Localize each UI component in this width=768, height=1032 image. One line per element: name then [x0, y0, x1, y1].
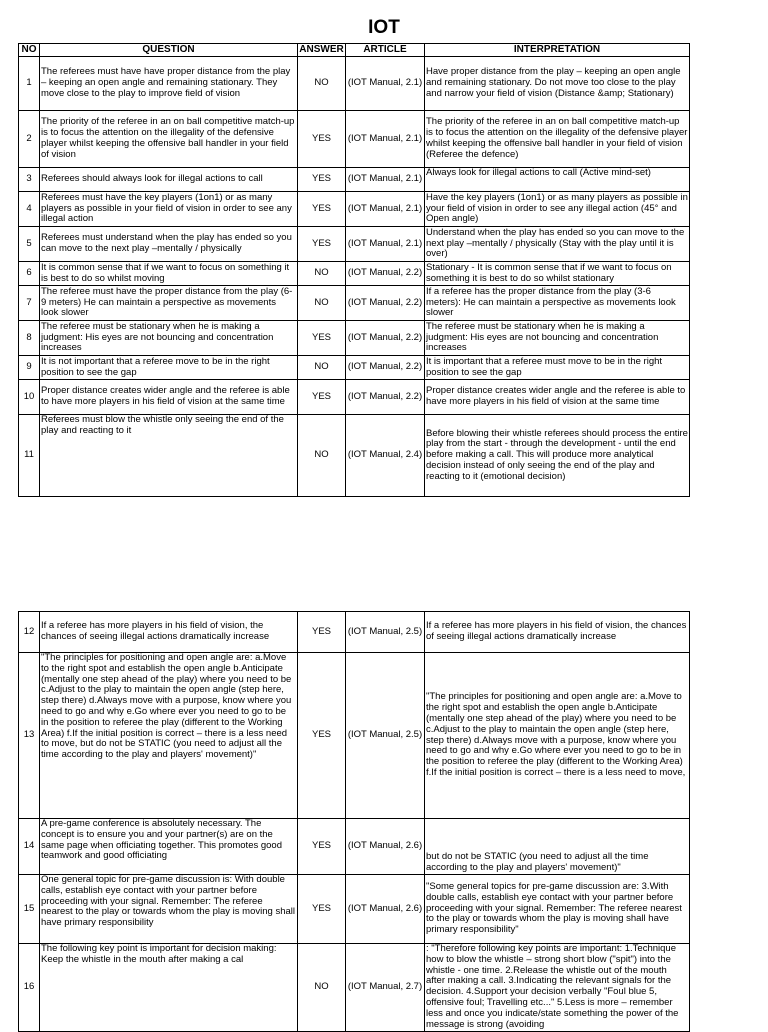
article-cell: (IOT Manual, 2.1) — [346, 168, 425, 192]
header-interpretation: INTERPRETATION — [425, 44, 690, 57]
page-title: IOT — [368, 17, 400, 38]
interpretation-cell: Have the key players (1on1) or as many players as possible in your field of vision in order to see any illegal action (45° and Open angle) — [425, 192, 690, 227]
header-article: ARTICLE — [346, 44, 425, 57]
table-row — [19, 227, 690, 262]
article-cell: (IOT Manual, 2.6) — [346, 875, 425, 944]
header-question: QUESTION — [40, 44, 298, 57]
answer-cell: YES — [298, 380, 346, 415]
article-cell: (IOT Manual, 2.2) — [346, 286, 425, 321]
interpretation-cell: Understand when the play has ended so you can move to the next play –mentally / physically (Stay with the play until it is over) — [425, 227, 690, 262]
question-cell: The priority of the referee in an on ball competitive match-up is to focus the attention on the illegality of the defensive player whilst keeping the offensive ball handler in your field of vision — [40, 111, 298, 168]
iot-table-2 — [18, 611, 690, 1032]
answer-cell: YES — [298, 612, 346, 653]
row-number: 11 — [19, 415, 40, 497]
article-cell: (IOT Manual, 2.1) — [346, 111, 425, 168]
question-cell: The referee must be stationary when he is making a judgment: His eyes are not bouncing and concentration increases — [40, 321, 298, 356]
interpretation-cell: The referee must be stationary when he is making a judgment: His eyes are not bouncing and concentration increases — [425, 321, 690, 356]
question-cell: Proper distance creates wider angle and the referee is able to have more players in his field of vision at the same time — [40, 380, 298, 415]
article-cell: (IOT Manual, 2.5) — [346, 653, 425, 819]
table-row — [19, 415, 690, 497]
row-number: 4 — [19, 192, 40, 227]
row-number: 10 — [19, 380, 40, 415]
article-cell: (IOT Manual, 2.6) — [346, 819, 425, 875]
row-number: 15 — [19, 875, 40, 944]
article-cell: (IOT Manual, 2.2) — [346, 380, 425, 415]
article-cell: (IOT Manual, 2.1) — [346, 57, 425, 111]
row-number: 5 — [19, 227, 40, 262]
table-row — [19, 321, 690, 356]
article-cell: (IOT Manual, 2.4) — [346, 415, 425, 497]
table-row — [19, 262, 690, 286]
row-number: 9 — [19, 356, 40, 380]
answer-cell: NO — [298, 286, 346, 321]
table-row — [19, 286, 690, 321]
interpretation-cell: If a referee has more players in his field of vision, the chances of seeing illegal actions dramatically increase — [425, 612, 690, 653]
table-row — [19, 380, 690, 415]
header-answer: ANSWER — [299, 43, 344, 55]
interpretation-cell: Stationary - It is common sense that if we want to focus on something it is best to do so whilst stationary — [425, 262, 690, 286]
table-row — [19, 192, 690, 227]
answer-cell: NO — [298, 262, 346, 286]
table-row — [19, 356, 690, 380]
interpretation-cell: Before blowing their whistle referees should process the entire play from the start - through the development - until the end before making a call. This will produce more analytical decision instead of only seeing the end of the play and reacting to it (emotional decision) — [425, 415, 690, 497]
table-row — [19, 168, 690, 192]
answer-cell: NO — [298, 356, 346, 380]
question-cell: If a referee has more players in his field of vision, the chances of seeing illegal actions dramatically increase — [40, 612, 298, 653]
table-row — [19, 653, 690, 819]
row-number: 7 — [19, 286, 40, 321]
question-cell: It is not important that a referee move to be in the right position to see the gap — [40, 356, 298, 380]
article-cell: (IOT Manual, 2.5) — [346, 612, 425, 653]
answer-cell: YES — [298, 192, 346, 227]
answer-cell: NO — [298, 415, 346, 497]
interpretation-cell: The priority of the referee in an on ball competitive match-up is to focus the attention on the illegality of the defensive player whilst keeping the offensive ball handler in your field of vision (Referee the defence) — [425, 111, 690, 168]
question-cell: The referees must have have proper distance from the play – keeping an open angle and remaining stationary. They move close to the play to improve field of vision — [40, 57, 298, 111]
question-cell: It is common sense that if we want to focus on something it is best to do so whilst moving — [40, 262, 298, 286]
question-cell: A pre-game conference is absolutely necessary. The concept is to ensure you and your partner(s) are on the same page when officiating together. This promotes good teamwork and good officiating — [40, 819, 298, 875]
question-cell: Referees must blow the whistle only seeing the end of the play and reacting to it — [40, 415, 298, 497]
table-header-row — [19, 44, 690, 57]
header-no: NO — [19, 44, 40, 57]
table-row — [19, 875, 690, 944]
question-cell: The following key point is important for decision making: Keep the whistle in the mouth after making a cal — [40, 944, 298, 1032]
answer-cell: YES — [298, 819, 346, 875]
row-number: 1 — [19, 57, 40, 111]
row-number: 14 — [19, 819, 40, 875]
interpretation-cell: Always look for illegal actions to call (Active mind-set) — [425, 168, 690, 192]
article-cell: (IOT Manual, 2.2) — [346, 321, 425, 356]
interpretation-cell: "Some general topics for pre-game discussion are: 3.With double calls, establish eye contact with your partner before proceeding with your signal. Remember: The referee nearest to the play or towards whom the play is moving shall have primary responsibility" — [425, 875, 690, 944]
row-number: 3 — [19, 168, 40, 192]
article-cell: (IOT Manual, 2.2) — [346, 262, 425, 286]
question-cell: One general topic for pre-game discussion is: With double calls, establish eye contact with your partner before proceeding with your signal. Remember: The referee nearest to the play or towards whom the play is moving shall have primary responsibility — [40, 875, 298, 944]
answer-cell: YES — [298, 111, 346, 168]
question-cell: The referee must have the proper distance from the play (6-9 meters) He can maintain a perspective as movements look slower — [40, 286, 298, 321]
answer-cell: NO — [298, 57, 346, 111]
question-cell: Referees should always look for illegal actions to call — [40, 168, 298, 192]
row-number: 13 — [19, 653, 40, 819]
question-cell: Referees must have the key players (1on1) or as many players as possible in your field of vision in order to see any illegal action — [40, 192, 298, 227]
row-number: 12 — [19, 612, 40, 653]
question-cell: "The principles for positioning and open angle are: a.Move to the right spot and establish the open angle b.Anticipate (mentally one step ahead of the play) where you need to be c.Adjust to the play to maintain the open angle (step here, step there) d.Always move with a purpose, know where you need to go and why e.Go where ever you need to go to be in the position to referee the play (different to the Working Area) f.If the initial position is correct – there is a less need to move, but do not be STATIC (you need to adjust all the time according to the play and players' movement)" — [40, 653, 298, 819]
interpretation-cell: If a referee has the proper distance from the play (3-6 meters): He can maintain a perspective as movements look slower — [425, 286, 690, 321]
table-row — [19, 57, 690, 111]
row-number: 8 — [19, 321, 40, 356]
interpretation-cell: : "Therefore following key points are important: 1.Technique how to blow the whistle – strong short blow ("spit") into the whistle - one time. 2.Release the whistle out of the mouth after making a call. 3.Indicating the relevant signals for the decision. 4.Support your decision verbally "Foul blue 5, offensive foul; Travelling etc..." 5.Less is more – remember less and once you indicate/state something the power of the message is strong (avoiding — [425, 944, 690, 1032]
article-cell: (IOT Manual, 2.1) — [346, 192, 425, 227]
table-row — [19, 612, 690, 653]
interpretation-cell: Proper distance creates wider angle and the referee is able to have more players in his field of vision at the same time — [425, 380, 690, 415]
answer-cell: YES — [298, 875, 346, 944]
article-cell: (IOT Manual, 2.1) — [346, 227, 425, 262]
table-row — [19, 944, 690, 1032]
iot-table-1 — [18, 43, 690, 497]
answer-cell: YES — [298, 653, 346, 819]
interpretation-cell: "The principles for positioning and open angle are: a.Move to the right spot and establish the open angle b.Anticipate (mentally one step ahead of the play) where you need to be c.Adjust to the play to maintain the open angle (step here, step there) d.Always move with a purpose, know where you need to go and why e.Go where ever you need to go to be in the position to referee the play (different to the Working Area) f.If the initial position is correct – there is a less need to move, — [425, 653, 690, 819]
interpretation-cell: It is important that a referee must move to be in the right position to see the gap — [425, 356, 690, 380]
table-row — [19, 111, 690, 168]
table-row — [19, 819, 690, 875]
article-cell: (IOT Manual, 2.2) — [346, 356, 425, 380]
row-number: 6 — [19, 262, 40, 286]
answer-cell: YES — [298, 227, 346, 262]
question-cell: Referees must understand when the play has ended so you can move to the next play –mentally / physically — [40, 227, 298, 262]
article-cell: (IOT Manual, 2.7) — [346, 944, 425, 1032]
answer-cell: YES — [298, 168, 346, 192]
row-number: 2 — [19, 111, 40, 168]
answer-cell: NO — [298, 944, 346, 1032]
interpretation-cell: Have proper distance from the play – keeping an open angle and remaining stationary. Do not move too close to the play and narrow your field of vision (Distance &amp; Stationary) — [425, 57, 690, 111]
row-number: 16 — [19, 944, 40, 1032]
interpretation-cell: but do not be STATIC (you need to adjust all the time according to the play and players' movement)" — [425, 819, 690, 875]
answer-cell: YES — [298, 321, 346, 356]
